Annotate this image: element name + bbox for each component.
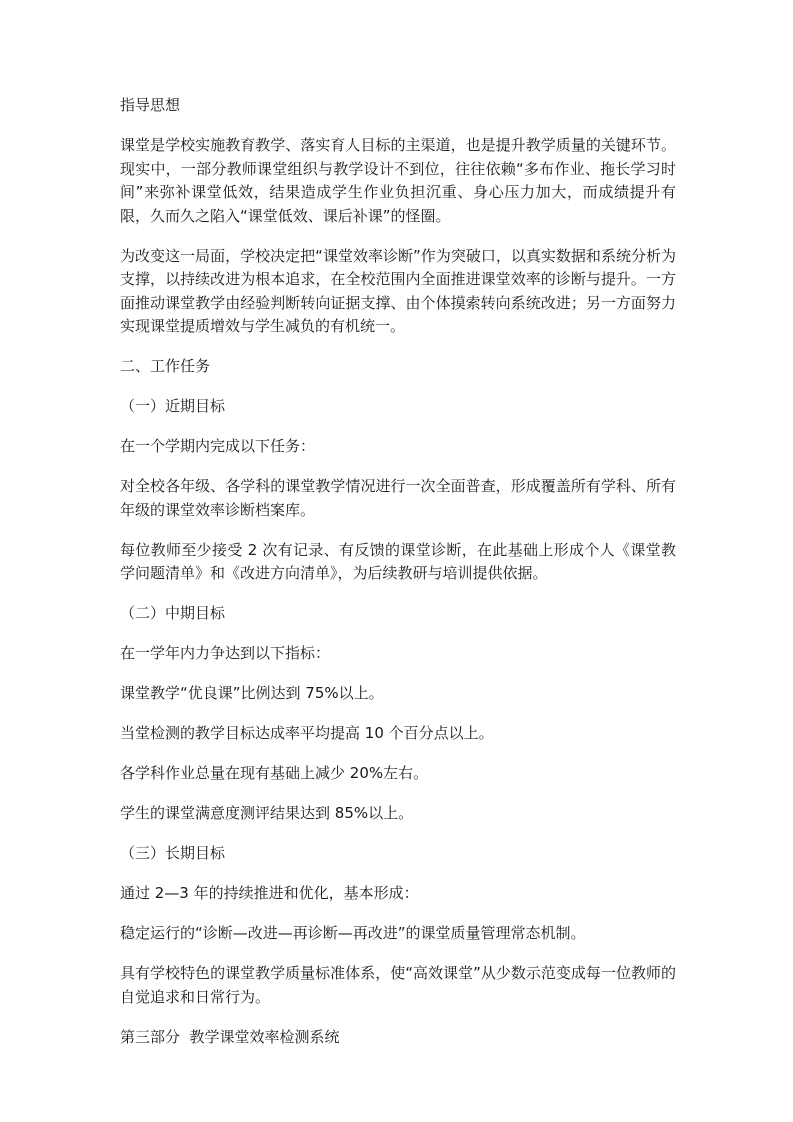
body-paragraph: 当堂检测的教学目标达成率平均提高 10 个百分点以上。 [120,724,494,742]
body-paragraph: 学生的课堂满意度测评结果达到 85%以上。 [120,804,414,822]
body-paragraph: 各学科作业总量在现有基础上减少 20%左右。 [120,764,429,782]
body-paragraph: 对全校各年级、各学科的课堂教学情况进行一次全面普查，形成覆盖所有学科、所有年级的课堂效率诊断档案库。 [120,477,676,519]
body-paragraph: 课堂是学校实施教育教学、落实育人目标的主渠道，也是提升教学质量的关键环节。现实中，一部分教师课堂组织与教学设计不到位，往往依赖“多布作业、拖长学习时间”来弥补课堂低效，结果造成学生作业负担沉重、身心压力加大，而成绩提升有限，久而久之陷入“课堂低效、课后补课”的怪圈。 [120,136,676,225]
body-paragraph: 课堂教学“优良课”比例达到 75%以上。 [120,684,384,702]
subheading-short-term-goals: （一）近期目标 [120,397,226,415]
body-paragraph: 在一个学期内完成以下任务： [120,437,316,455]
body-paragraph: 通过 2—3 年的持续推进和优化，基本形成： [120,884,419,902]
document-body [120,94,676,1066]
body-paragraph: 在一学年内力争达到以下指标： [120,644,331,662]
body-paragraph: 每位教师至少接受 2 次有记录、有反馈的课堂诊断，在此基础上形成个人《课堂教学问题清单》和《改进方向清单》，为后续教研与培训提供依据。 [120,540,676,582]
subheading-mid-term-goals: （二）中期目标 [120,604,226,622]
section-heading-part-three: 第三部分 教学课堂效率检测系统 [120,1027,340,1046]
subheading-long-term-goals: （三）长期目标 [120,844,226,862]
body-paragraph: 为改变这一局面，学校决定把“课堂效率诊断”作为突破口，以真实数据和系统分析为支撑，以持续改进为根本追求，在全校范围内全面推进课堂效率的诊断与提升。一方面推动课堂教学由经验判断转向证据支撑、由个体摸索转向系统改进；另一方面努力实现课堂提质增效与学生减负的有机统一。 [120,246,676,335]
body-paragraph: 具有学校特色的课堂教学质量标准体系，使“高效课堂”从少数示范变成每一位教师的自觉追求和日常行为。 [120,964,676,1006]
body-paragraph: 稳定运行的“诊断—改进—再诊断—再改进”的课堂质量管理常态机制。 [120,924,586,942]
section-heading-guiding-ideology: 指导思想 [120,96,181,114]
section-heading-work-tasks: 二、工作任务 [120,357,211,375]
